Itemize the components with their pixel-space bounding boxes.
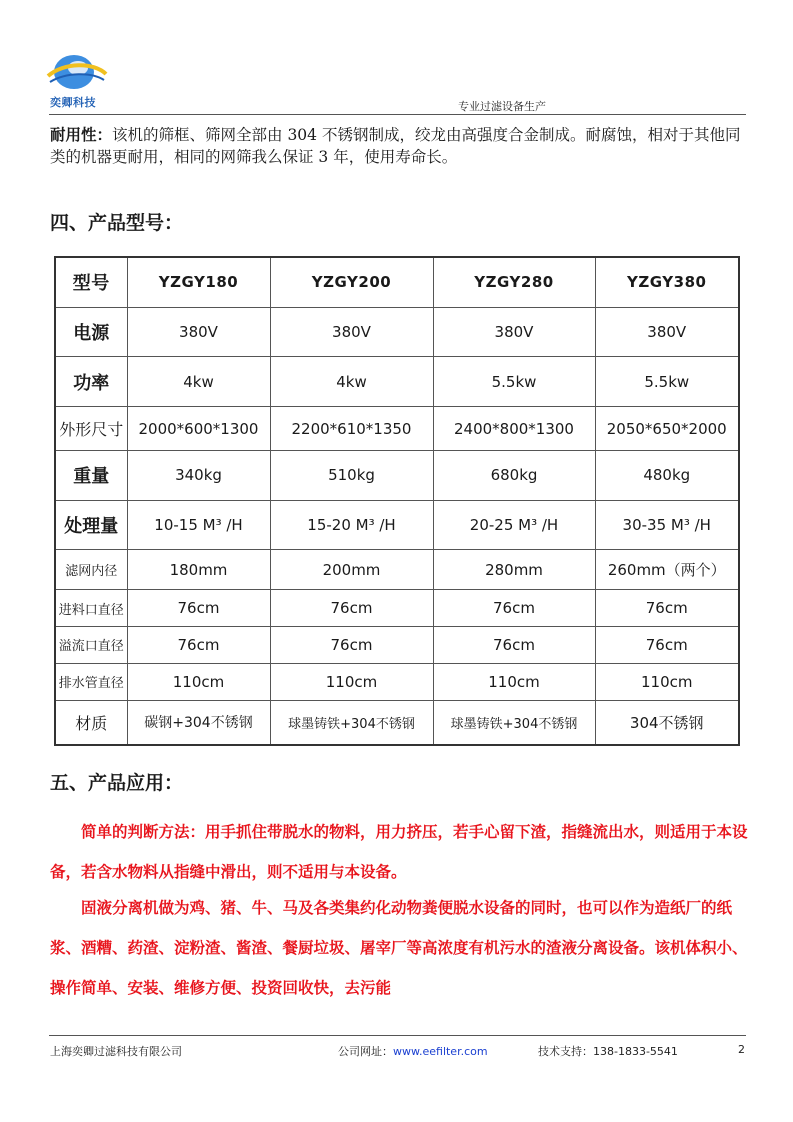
row-label: 溢流口直径 [55, 627, 127, 664]
table-cell: 2200*610*1350 [270, 407, 433, 451]
table-cell: 4kw [127, 357, 270, 407]
table-cell: 2050*650*2000 [595, 407, 739, 451]
table-row [55, 500, 739, 550]
support-phone: 138-1833-5541 [593, 1045, 678, 1058]
table-cell: 260mm（两个） [595, 550, 739, 590]
website-label: 公司网址： [338, 1045, 393, 1058]
row-label: 重量 [55, 451, 127, 501]
table-row [55, 357, 739, 407]
logo-text: 奕卿科技 [50, 96, 96, 109]
section-4-title: 四、产品型号： [50, 212, 184, 234]
table-cell: 76cm [127, 627, 270, 664]
table-cell: 2000*600*1300 [127, 407, 270, 451]
table-cell: 110cm [270, 663, 433, 700]
table-cell: 680kg [433, 451, 595, 501]
table-header-row [55, 257, 739, 307]
table-header-cell: YZGY380 [595, 257, 739, 307]
table-cell: 2400*800*1300 [433, 407, 595, 451]
durability-text: 该机的筛框、筛网全部由 304 不锈钢制成，绞龙由高强度合金制成。耐腐蚀，相对于其他同类的机器更耐用，相同的网筛我么保证 3 年，使用寿命长。 [50, 126, 741, 166]
table-cell: 110cm [595, 663, 739, 700]
header-divider [49, 114, 746, 115]
footer-company: 上海奕卿过滤科技有限公司 [50, 1045, 182, 1058]
table-cell: 球墨铸铁+304不锈钢 [433, 700, 595, 745]
section-5-title: 五、产品应用： [50, 772, 184, 794]
row-label: 材质 [55, 700, 127, 745]
table-cell: 480kg [595, 451, 739, 501]
table-cell: 340kg [127, 451, 270, 501]
table-cell: 180mm [127, 550, 270, 590]
spec-table [54, 256, 740, 746]
table-cell: 20-25 M³ /H [433, 500, 595, 550]
table-cell: 76cm [270, 590, 433, 627]
row-label: 功率 [55, 357, 127, 407]
table-row [55, 407, 739, 451]
table-cell: 110cm [433, 663, 595, 700]
footer-divider [49, 1035, 746, 1036]
table-cell: 5.5kw [433, 357, 595, 407]
row-label: 滤网内径 [55, 550, 127, 590]
table-cell: 76cm [433, 590, 595, 627]
table-row [55, 700, 739, 745]
table-cell: 380V [433, 307, 595, 357]
website-link[interactable]: www.eefilter.com [393, 1045, 488, 1058]
table-cell: 76cm [595, 627, 739, 664]
support-label: 技术支持： [538, 1045, 593, 1058]
page-number: 2 [738, 1043, 745, 1056]
durability-label: 耐用性： [50, 125, 113, 144]
table-header-cell: YZGY180 [127, 257, 270, 307]
table-cell: 380V [270, 307, 433, 357]
table-cell: 76cm [433, 627, 595, 664]
table-cell: 76cm [127, 590, 270, 627]
row-label: 处理量 [55, 500, 127, 550]
table-cell: 球墨铸铁+304不锈钢 [270, 700, 433, 745]
table-cell: 110cm [127, 663, 270, 700]
durability-paragraph [50, 124, 750, 168]
row-label: 电源 [55, 307, 127, 357]
table-cell: 30-35 M³ /H [595, 500, 739, 550]
application-method-paragraph: 简单的判断方法：用手抓住带脱水的物料，用力挤压，若手心留下渣，指缝流出水，则适用于本设备，若含水物料从指缝中滑出，则不适用与本设备。 [50, 823, 748, 881]
row-label: 进料口直径 [55, 590, 127, 627]
table-row [55, 307, 739, 357]
header-tagline: 专业过滤设备生产 [458, 100, 546, 113]
table-cell: 碳钢+304不锈钢 [127, 700, 270, 745]
table-cell: 510kg [270, 451, 433, 501]
table-cell: 15-20 M³ /H [270, 500, 433, 550]
table-cell: 76cm [270, 627, 433, 664]
footer-website [338, 1043, 488, 1059]
table-row [55, 451, 739, 501]
table-header-cell: YZGY280 [433, 257, 595, 307]
table-row [55, 627, 739, 664]
table-header-cell: 型号 [55, 257, 127, 307]
table-row [55, 663, 739, 700]
table-cell: 76cm [595, 590, 739, 627]
table-row [55, 590, 739, 627]
footer-support [538, 1043, 678, 1059]
row-label: 排水管直径 [55, 663, 127, 700]
table-row [55, 550, 739, 590]
row-label: 外形尺寸 [55, 407, 127, 451]
table-cell: 304不锈钢 [595, 700, 739, 745]
table-header-cell: YZGY200 [270, 257, 433, 307]
table-cell: 200mm [270, 550, 433, 590]
table-cell: 380V [595, 307, 739, 357]
table-cell: 280mm [433, 550, 595, 590]
table-cell: 380V [127, 307, 270, 357]
table-cell: 10-15 M³ /H [127, 500, 270, 550]
table-cell: 5.5kw [595, 357, 739, 407]
table-cell: 4kw [270, 357, 433, 407]
application-uses-paragraph: 固液分离机做为鸡、猪、牛、马及各类集约化动物粪便脱水设备的同时，也可以作为造纸厂的纸浆、酒糟、药渣、淀粉渣、酱渣、餐厨垃圾、屠宰厂等高浓度有机污水的渣液分离设备。该机体积小、操作简单、安装、维修方便、投资回收快，去污能 [50, 899, 748, 997]
